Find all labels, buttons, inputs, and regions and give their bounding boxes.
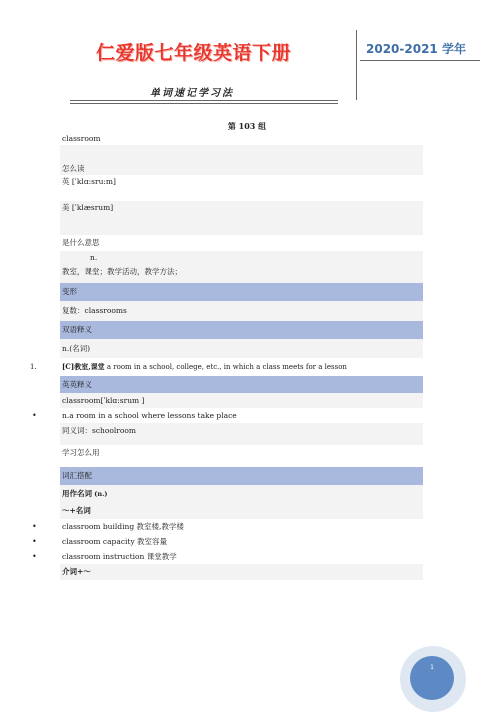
gray-spacer — [60, 145, 423, 175]
meaning-question: 是什么意思 — [62, 238, 100, 247]
usage-question: 学习怎么用 — [62, 448, 100, 457]
school-year: 2020-2021 学年 — [366, 42, 466, 56]
document-title: 仁爱版七年级英语下册 — [96, 42, 292, 64]
section-bilingual: 双语释义 — [60, 321, 423, 339]
pronunciation-uk: 英 [ˈklɑ:sru:m] — [62, 177, 116, 186]
page-number: 1 — [430, 664, 434, 671]
collocation-item: • classroom building 教室楼,教学楼 — [60, 519, 423, 534]
definition-number: 1. — [30, 363, 37, 371]
pronunciation-us: 美 [ˈklæsrum] — [62, 203, 114, 212]
headword: classroom — [62, 134, 101, 143]
document-subtitle: 单词速记学习法 — [150, 88, 234, 99]
plural-form: 复数：classrooms — [60, 301, 423, 321]
chinese-meaning: 教室，课堂；教学活动，教学方法； — [60, 265, 423, 283]
collocation-item: • classroom capacity 教室容量 — [60, 534, 423, 549]
preposition-combination-heading: 介词+～ — [60, 564, 423, 580]
definition-text: a room in a school, college, etc., in which a class meets for a lesson — [104, 363, 347, 371]
collocation-item: • classroom instruction 课堂教学 — [60, 549, 423, 564]
part-of-speech: n. — [60, 251, 423, 265]
bilingual-definition — [30, 358, 423, 376]
synonym: 同义词：schoolroom — [60, 423, 423, 445]
header-divider-bottom — [70, 103, 338, 104]
noun-usage-label: 用作名词 — [62, 489, 92, 498]
header-vertical-divider — [356, 30, 357, 100]
bilingual-pos: n.(名词) — [60, 339, 423, 358]
english-pronunciation: classroom[ˈklɑ:srum ] — [60, 393, 423, 408]
noun-usage-tag: (n.) — [92, 490, 108, 498]
word-entry — [30, 120, 423, 580]
gray-spacer — [60, 201, 423, 235]
year-underline — [360, 60, 480, 61]
section-english: 英英释义 — [60, 376, 423, 393]
header-divider-top — [70, 100, 338, 101]
page-number-circle — [410, 656, 454, 700]
noun-usage-heading — [60, 485, 423, 502]
group-title: 第 103 组 — [227, 121, 267, 131]
section-forms: 变形 — [60, 283, 423, 301]
pronunciation-question: 怎么读 — [62, 164, 85, 173]
noun-combination-heading: ～+名词 — [60, 502, 423, 519]
definition-tag: [C]教室,课堂 — [62, 362, 105, 371]
section-collocations: 词汇搭配 — [60, 467, 423, 485]
english-definition: • n.a room in a school where lessons take place — [60, 408, 423, 423]
